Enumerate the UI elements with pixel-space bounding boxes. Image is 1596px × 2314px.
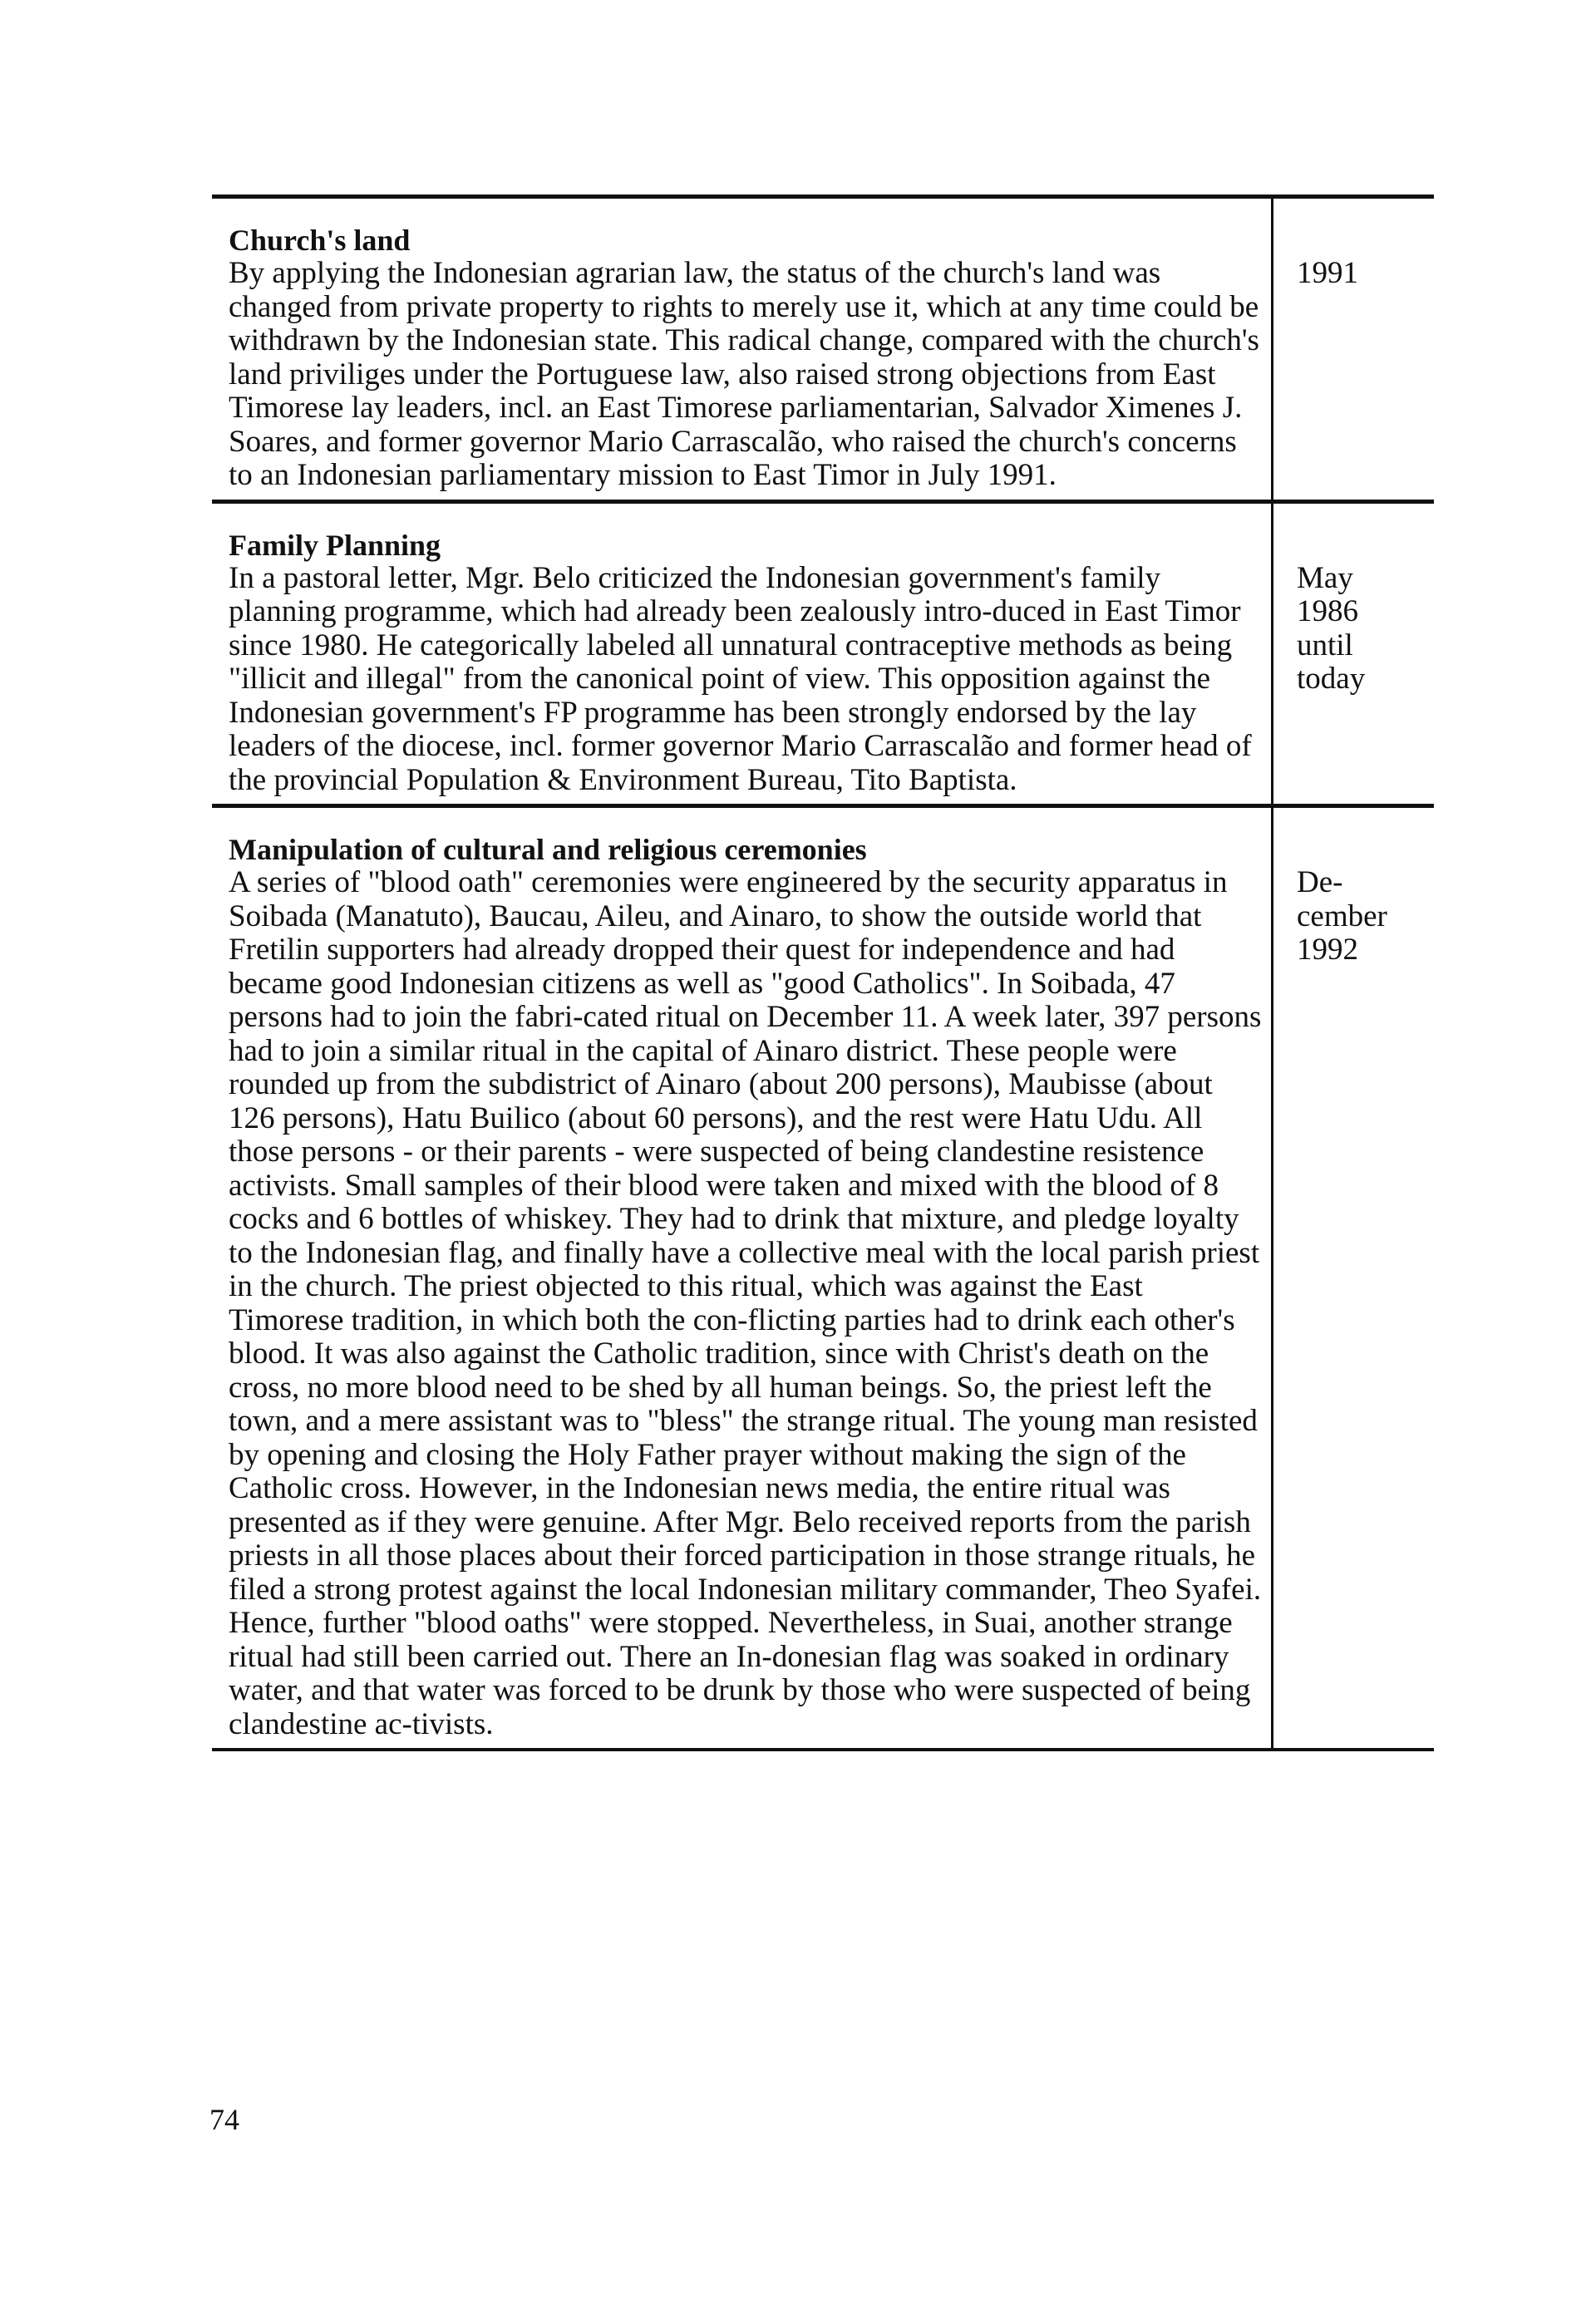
entry-body: By applying the Indonesian agrarian law, the status of the church's land was changed from private property to rights to merely use it, which at any time could be withdrawn by the Indonesian state. This radical change, compared with the church's land priviliges under the Portuguese law, also raised strong objections from East Timorese lay leaders, incl. an East Timorese parliamentarian, Salvador Ximenes J. Soares, and former governor Mario Carrascalão, who raised the church's concerns to an Indonesian parliamentary mission to East Timor in July 1991. (229, 256, 1259, 492)
chronology-table (212, 194, 1434, 1751)
entry-heading: Manipulation of cultural and religious ceremonies (229, 833, 867, 866)
entry-heading: Church's land (229, 224, 411, 257)
entry-text-cell (212, 504, 1273, 805)
entry-text-cell (212, 199, 1273, 500)
entry-date-line: today (1297, 662, 1366, 696)
table-row-family-planning (212, 500, 1434, 805)
page-number: 74 (209, 2103, 239, 2136)
table-row-ceremonies (212, 804, 1434, 1748)
entry-heading: Family Planning (229, 528, 441, 562)
entry-date-line: May (1297, 560, 1353, 595)
entry-body: A series of "blood oath" ceremonies were engineered by the security apparatus in Soibada (Manatuto), Baucau, Aileu, and Ainaro, to show the outside world that Fretilin supporters had already dropped their quest for independence and had became good Indonesian citizens as well as "good Catholics". In Soibada, 47 persons had to join the fabri-cated ritual on December 11. A week later, 397 persons had to join a similar ritual in the capital of Ainaro district. These people were rounded up from the subdistrict of Ainaro (about 200 persons), Maubisse (about 126 persons), Hatu Builico (about 60 persons), and the rest were Hatu Udu. All those persons - or their parents - were suspected of being clandestine resistence activists. Small samples of their blood were taken and mixed with the blood of 8 cocks and 6 bottles of whiskey. They had to drink that mixture, and pledge loyalty to the Indonesian flag, and finally have a collective meal with the local parish priest in the church. The priest objected to this ritual, which was against the East Timorese tradition, in which both the con-flicting parties had to drink each other's blood. It was also against the Catholic tradition, since with Christ's death on the cross, no more blood need to be shed by all human beings. So, the priest left the town, and a mere assistant was to "bless" the strange ritual. The young man resisted by opening and closing the Holy Father prayer without making the sign of the Catholic cross. However, in the Indonesian news media, the entire ritual was presented as if they were genuine. After Mgr. Belo received reports from the parish priests in all those places about their forced participation in those strange rituals, he filed a strong protest against the local Indonesian military commander, Theo Syafei. Hence, further "blood oaths" were stopped. Nevertheless, in Suai, another strange ritual had still been carried out. There an In-donesian flag was soaked in ordinary water, and that water was forced to be drunk by those who were suspected of being clandestine ac-tivists. (229, 865, 1262, 1741)
entry-date-cell (1273, 504, 1434, 805)
entry-date-cell (1273, 199, 1434, 500)
entry-date-line: De- (1297, 865, 1343, 899)
entry-date-cell (1273, 808, 1434, 1748)
entry-date-line: 1991 (1297, 256, 1358, 290)
entry-date-line: cember (1297, 899, 1387, 933)
entry-date-line: 1986 (1297, 594, 1358, 628)
entry-text-cell (212, 808, 1273, 1748)
entry-date-line: until (1297, 628, 1353, 662)
entry-date-line: 1992 (1297, 933, 1358, 967)
entry-body: In a pastoral letter, Mgr. Belo criticized the Indonesian government's family planning programme, which had already been zealously intro-duced in East Timor since 1980. He categorically labeled all unnatural contraceptive methods as being "illicit and illegal" from the canonical point of view. This opposition against the Indonesian government's FP programme has been strongly endorsed by the lay leaders of the diocese, incl. former governor Mario Carrascalão and former head of the provincial Population & Environment Bureau, Tito Baptista. (229, 560, 1252, 797)
table-row-church-land (212, 199, 1434, 500)
